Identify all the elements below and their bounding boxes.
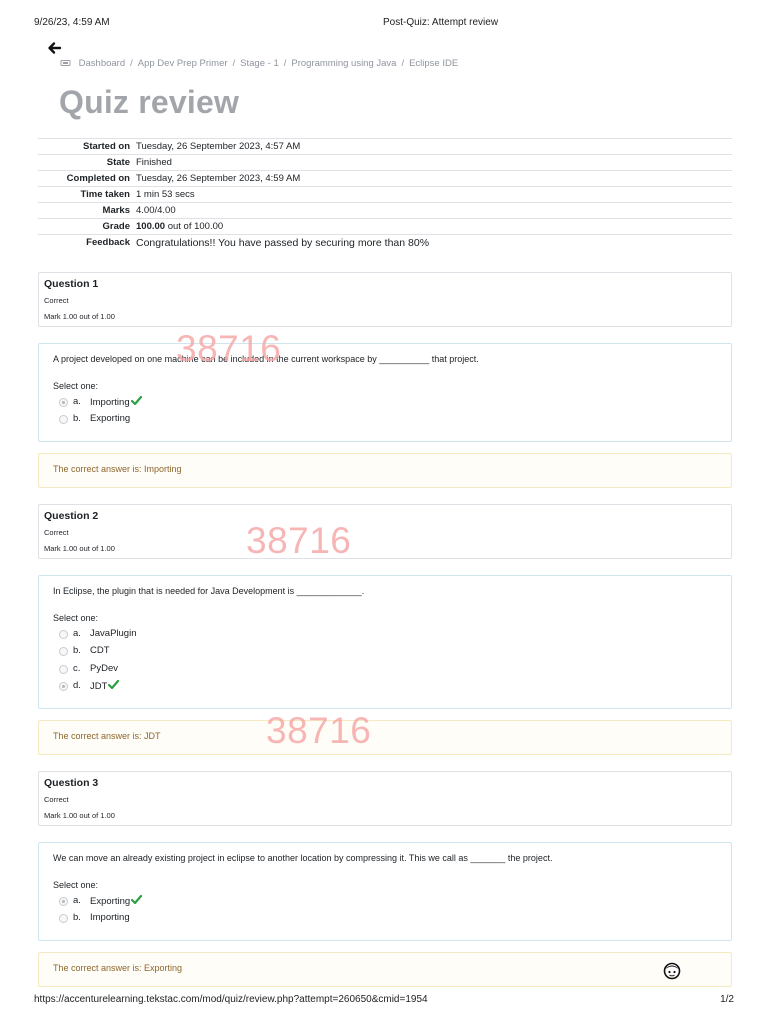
attempt-summary-table — [38, 138, 732, 251]
summary-value: 1 min 53 secs — [136, 187, 732, 203]
correct-answer-feedback — [38, 720, 732, 755]
summary-value: 4.00/4.00 — [136, 203, 732, 219]
correct-answer-feedback — [38, 453, 732, 488]
option-letter: d. — [73, 680, 81, 691]
correct-answer-text: The correct answer is: Exporting — [53, 963, 183, 973]
correct-answer-feedback — [38, 952, 732, 987]
question-mark: Mark 1.00 out of 1.00 — [44, 312, 115, 321]
grade-out-of: out of 100.00 — [165, 221, 224, 232]
option-letter: b. — [73, 912, 81, 923]
option-letter: a. — [73, 628, 81, 639]
summary-row-grade — [38, 219, 732, 235]
summary-label: Marks — [38, 203, 136, 219]
question-mark: Mark 1.00 out of 1.00 — [44, 544, 115, 553]
question-mark: Mark 1.00 out of 1.00 — [44, 811, 115, 820]
print-title: Post-Quiz: Attempt review — [383, 17, 499, 28]
summary-value: Tuesday, 26 September 2023, 4:57 AM — [136, 139, 732, 155]
answer-radio[interactable] — [59, 415, 68, 424]
page-title: Quiz review — [59, 84, 240, 120]
question-state: Correct — [44, 296, 69, 305]
question-text: In Eclipse, the plugin that is needed for Java Development is _____________. — [53, 586, 365, 596]
breadcrumb-dashboard[interactable]: Dashboard — [78, 58, 126, 69]
summary-value — [136, 219, 732, 235]
question-state: Correct — [44, 795, 69, 804]
watermark: 38716 — [176, 328, 282, 369]
question-info — [38, 272, 732, 327]
breadcrumb-separator: / — [401, 58, 405, 69]
arrow-left-icon[interactable] — [46, 40, 62, 56]
home-icon — [60, 59, 71, 67]
answer-radio[interactable] — [59, 647, 68, 656]
question-text: A project developed on one machine can be included in the current workspace by __________ that project. — [53, 354, 479, 364]
option-text: JDT — [90, 681, 108, 692]
grade-value: 100.00 — [136, 221, 166, 232]
breadcrumb-separator: / — [283, 58, 287, 69]
summary-row-completed — [38, 171, 732, 187]
summary-row-started — [38, 139, 732, 155]
summary-value: Finished — [136, 155, 732, 171]
option-text: Importing — [90, 397, 130, 408]
option-text: JavaPlugin — [90, 628, 137, 639]
question-state: Correct — [44, 528, 69, 537]
breadcrumb — [60, 58, 458, 69]
summary-row-state — [38, 155, 732, 171]
print-page-number: 1/2 — [720, 994, 734, 1005]
summary-label: State — [38, 155, 136, 171]
answer-radio[interactable] — [59, 897, 68, 906]
print-datetime: 9/26/23, 4:59 AM — [34, 17, 110, 28]
option-letter: a. — [73, 895, 81, 906]
option-letter: b. — [73, 645, 81, 656]
question-number: Question 1 — [44, 278, 99, 290]
question-info — [38, 504, 732, 559]
summary-label: Started on — [38, 139, 136, 155]
check-icon — [131, 396, 142, 405]
summary-value: Congratulations!! You have passed by securing more than 80% — [136, 235, 732, 251]
summary-row-time — [38, 187, 732, 203]
breadcrumb-separator: / — [232, 58, 236, 69]
breadcrumb-stage-1[interactable]: Stage - 1 — [240, 58, 279, 69]
breadcrumb-programming-using-java[interactable]: Programming using Java — [291, 58, 397, 69]
watermark: 38716 — [246, 520, 352, 561]
check-icon — [108, 680, 119, 689]
breadcrumb-app-dev-prep-primer[interactable]: App Dev Prep Primer — [137, 58, 228, 69]
answer-radio[interactable] — [59, 682, 68, 691]
answer-radio[interactable] — [59, 630, 68, 639]
print-footer — [34, 994, 734, 1008]
option-letter: c. — [73, 663, 81, 674]
question-number: Question 3 — [44, 777, 99, 789]
select-one-prompt: Select one: — [53, 613, 99, 623]
correct-answer-text: The correct answer is: JDT — [53, 731, 161, 741]
check-icon — [131, 895, 142, 904]
summary-label: Completed on — [38, 171, 136, 187]
print-header — [34, 17, 734, 31]
question-content — [38, 343, 732, 442]
select-one-prompt: Select one: — [53, 381, 99, 391]
answer-radio[interactable] — [59, 914, 68, 923]
option-text: PyDev — [90, 663, 118, 674]
option-text: Exporting — [90, 896, 131, 907]
question-number: Question 2 — [44, 510, 99, 522]
print-url: https://accenturelearning.tekstac.com/mod/quiz/review.php?attempt=260650&cmid=1954 — [34, 994, 428, 1005]
summary-label: Grade — [38, 219, 136, 235]
answer-radio[interactable] — [59, 398, 68, 407]
question-text: We can move an already existing project in eclipse to another location by compressing it. This we call as _______ the project. — [53, 853, 553, 863]
option-letter: b. — [73, 413, 81, 424]
breadcrumb-separator: / — [130, 58, 133, 69]
answer-radio[interactable] — [59, 665, 68, 674]
summary-row-feedback — [38, 235, 732, 251]
option-text: CDT — [90, 645, 110, 656]
question-content — [38, 842, 732, 941]
option-letter: a. — [73, 396, 81, 407]
option-text: Importing — [90, 912, 130, 923]
question-content — [38, 575, 732, 709]
summary-label: Time taken — [38, 187, 136, 203]
correct-answer-text: The correct answer is: Importing — [53, 464, 182, 474]
question-info — [38, 771, 732, 826]
option-text: Exporting — [90, 413, 131, 424]
watermark: 38716 — [266, 710, 372, 751]
summary-row-marks — [38, 203, 732, 219]
summary-value: Tuesday, 26 September 2023, 4:59 AM — [136, 171, 732, 187]
summary-label: Feedback — [38, 235, 136, 251]
select-one-prompt: Select one: — [53, 880, 99, 890]
breadcrumb-eclipse-ide[interactable]: Eclipse IDE — [409, 58, 459, 69]
chat-avatar-icon[interactable] — [662, 962, 682, 980]
